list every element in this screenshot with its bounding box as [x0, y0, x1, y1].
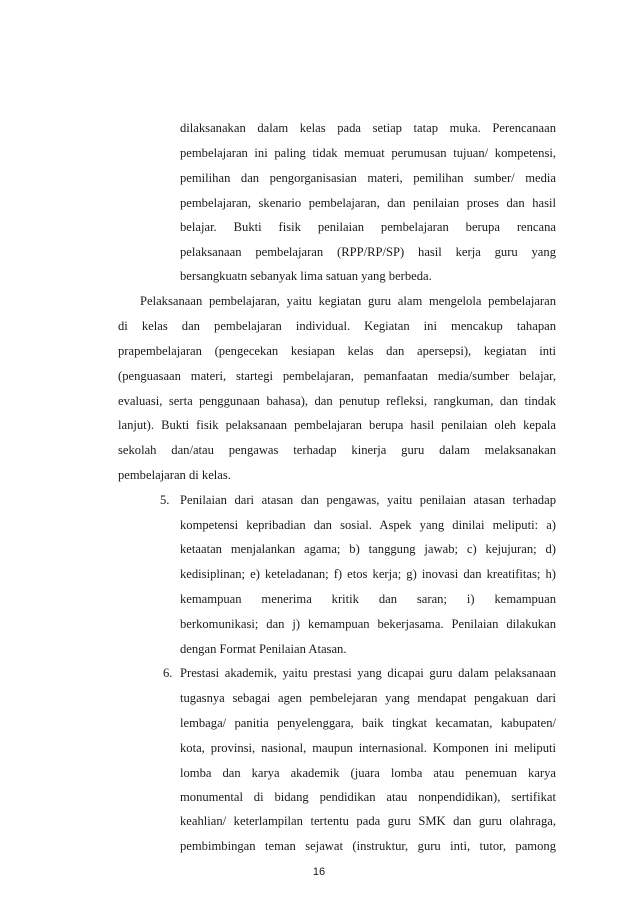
block1-line-3: pemilihan dan pengorganisasian materi, pemilihan sumber/ media [180, 171, 556, 185]
block1-line-7: bersangkuatn sebanyak lima satuan yang berbeda. [180, 269, 432, 283]
item6-line-2: tugasnya sebagai agen pembelejaran yang mendapat pengakuan dari [180, 691, 556, 705]
paragraph-line-2: di kelas dan pembelajaran individual. Kegiatan ini mencakup tahapan [118, 319, 556, 333]
item6-line-6: monumental di bidang pendidikan atau nonpendidikan), sertifikat [180, 790, 556, 804]
item5-line-3: ketaatan menjalankan agama; b) tanggung jawab; c) kejujuran; d) [180, 542, 556, 556]
block1-line-5: belajar. Bukti fisik penilaian pembelajaran berupa rencana [180, 220, 556, 234]
paragraph-line-8: pembelajaran di kelas. [118, 468, 231, 482]
item5-line-5: kemampuan menerima kritik dan saran; i) kemampuan [180, 592, 556, 606]
item5-number: 5. [160, 493, 170, 507]
item5-line-6: berkomunikasi; dan j) kemampuan bekerjasama. Penilaian dilakukan [180, 617, 556, 631]
item6-line-1: Prestasi akademik, yaitu prestasi yang dicapai guru dalam pelaksanaan [180, 666, 556, 680]
paragraph-line-7: sekolah dan/atau pengawas terhadap kinerja guru dalam melaksanakan [118, 443, 556, 457]
paragraph-line-5: evaluasi, serta penggunaan bahasa), dan penutup refleksi, rangkuman, dan tindak [118, 394, 556, 408]
page-number: 16 [312, 866, 326, 878]
item6-line-3: lembaga/ panitia penyelenggara, baik tingkat kecamatan, kabupaten/ [180, 716, 556, 730]
item6-line-8: pembimbingan teman sejawat (instruktur, guru inti, tutor, pamong [180, 839, 556, 853]
item5-line-1: Penilaian dari atasan dan pengawas, yaitu penilaian atasan terhadap [180, 493, 556, 507]
paragraph-line-1: Pelaksanaan pembelajaran, yaitu kegiatan guru alam mengelola pembelajaran [140, 294, 556, 308]
paragraph-line-3: prapembelajaran (pengecekan kesiapan kelas dan apersepsi), kegiatan inti [118, 344, 556, 358]
item6-number: 6. [163, 666, 173, 680]
block1-line-2: pembelajaran ini paling tidak memuat perumusan tujuan/ kompetensi, [180, 146, 556, 160]
item6-line-7: keahlian/ keterlampilan tertentu pada guru SMK dan guru olahraga, [180, 814, 556, 828]
block1-line-6: pelaksanaan pembelajaran (RPP/RP/SP) hasil kerja guru yang [180, 245, 556, 259]
item5-line-2: kompetensi kepribadian dan sosial. Aspek yang dinilai meliputi: a) [180, 518, 556, 532]
paragraph-line-4: (penguasaan materi, startegi pembelajaran, pemanfaatan media/sumber belajar, [118, 369, 556, 383]
paragraph-line-6: lanjut). Bukti fisik pelaksanaan pembelajaran berupa hasil penilaian oleh kepala [118, 418, 556, 432]
item6-line-4: kota, provinsi, nasional, maupun internasional. Komponen ini meliputi [180, 741, 556, 755]
block1-line-4: pembelajaran, skenario pembelajaran, dan penilaian proses dan hasil [180, 196, 556, 210]
block1-line-1: dilaksanakan dalam kelas pada setiap tatap muka. Perencanaan [180, 121, 556, 135]
item6-line-5: lomba dan karya akademik (juara lomba atau penemuan karya [180, 766, 556, 780]
item5-line-7: dengan Format Penilaian Atasan. [180, 642, 347, 656]
item5-line-4: kedisiplinan; e) keteladanan; f) etos kerja; g) inovasi dan kreatifitas; h) [180, 567, 556, 581]
